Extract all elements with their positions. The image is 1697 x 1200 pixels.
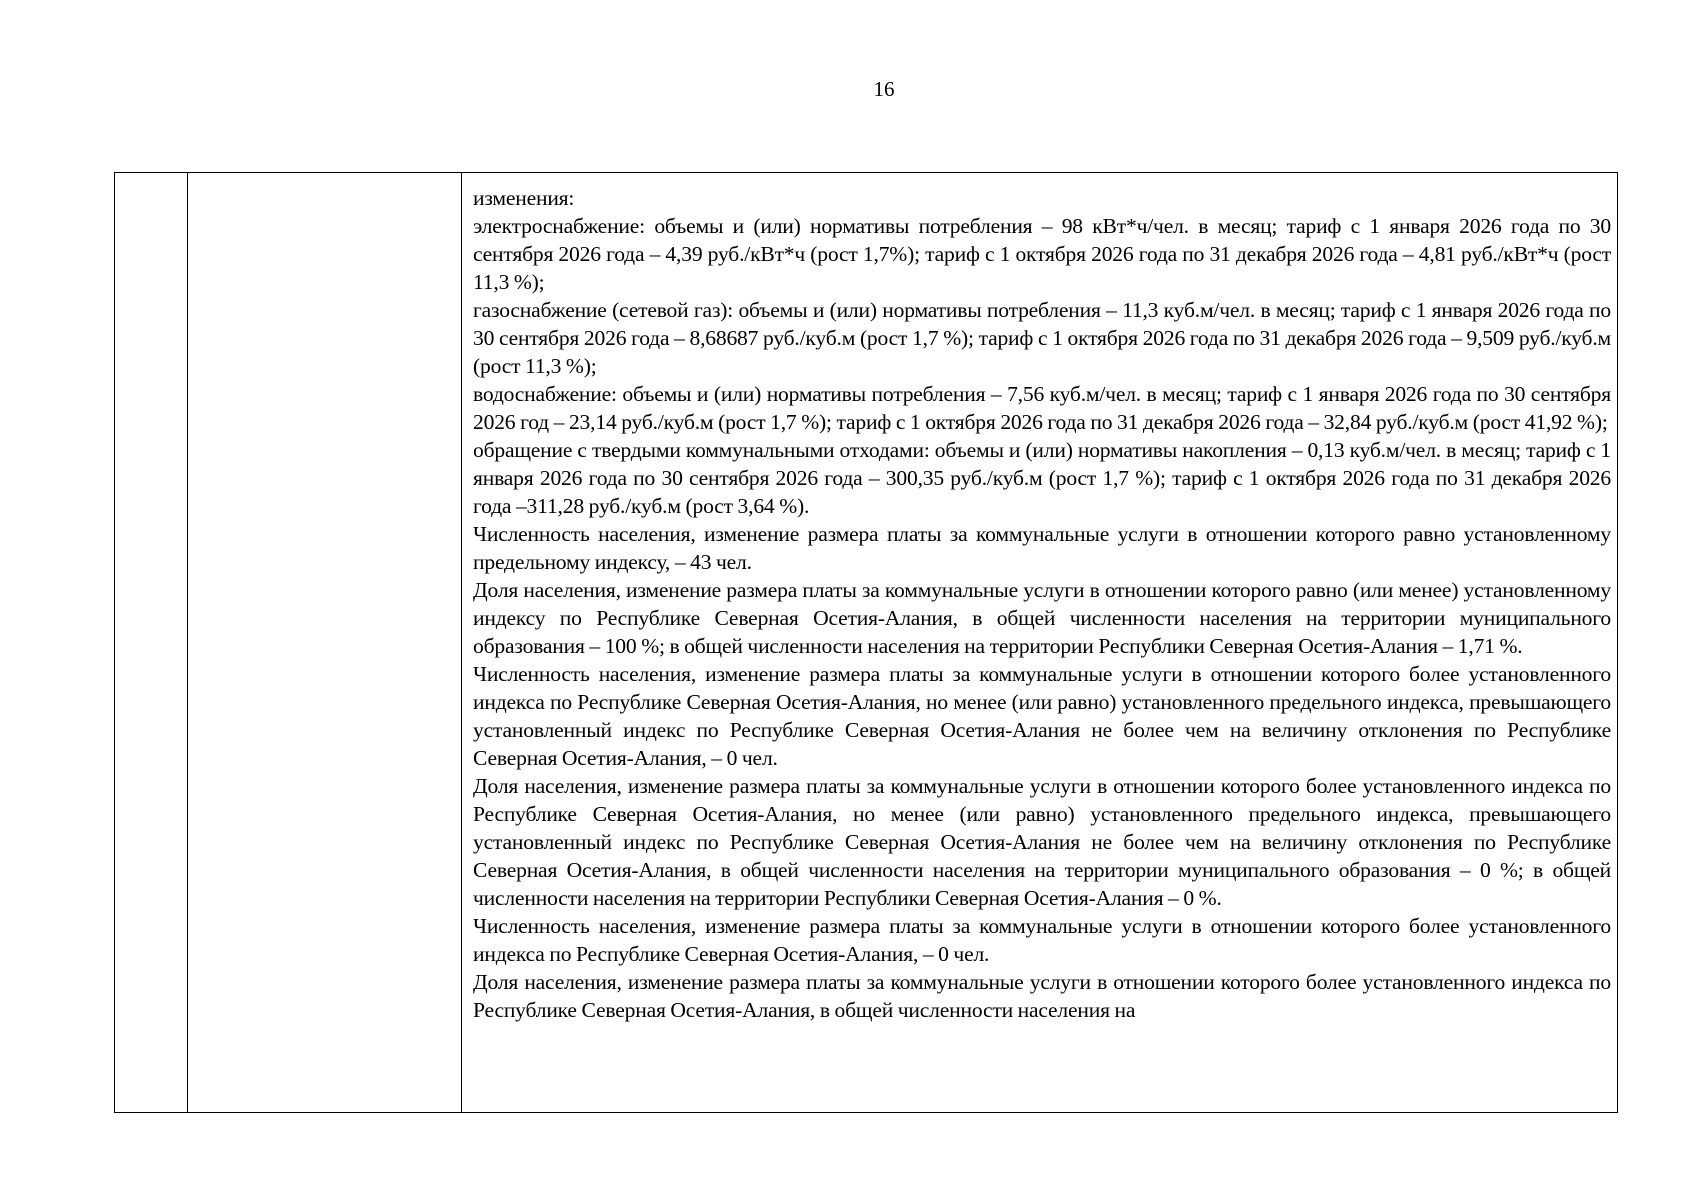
paragraph-gas: газоснабжение (сетевой газ): объемы и (или) нормативы потребления – 11,3 куб.м/чел. в месяц; тариф с 1 января 2026 года по 30 сентября 2026 года – 8,68687 руб./куб.м (рост 1,7 %); тариф с 1 октября 2026 года по 31 декабря 2026 года – 9,509 руб./куб.м (рост 11,3 %); [473,298,1611,378]
table-cell-name [188,173,462,1113]
paragraph-population-equal-index: Численность населения, изменение размера платы за коммунальные услуги в отношении которого равно установленному предельному индексу, – 43 чел. [473,522,1611,574]
table-cell-number [115,173,188,1113]
paragraph-share-equal-index: Доля населения, изменение размера платы за коммунальные услуги в отношении которого равно (или менее) установленному индексу по Республике Северная Осетия-Алания, в общей численности населения на территории муниципального образования – 100 %; в общей численности населения на территории Республики Северная Осетия-Алания – 1,71 %. [473,578,1611,658]
cell-text-block [462,173,1617,1024]
page-number: 16 [873,77,895,101]
table-cell-description [462,173,1618,1113]
table-row [115,173,1618,1113]
paragraph-changes-heading: изменения: [473,186,575,210]
paragraph-share-above-index: Доля населения, изменение размера платы за коммунальные услуги в отношении которого более установленного индекса по Республике Северная Осетия-Алания, в общей численности населения на [473,970,1611,1022]
paragraph-electricity: электроснабжение: объемы и (или) нормативы потребления – 98 кВт*ч/чел. в месяц; тариф с 1 января 2026 года по 30 сентября 2026 года – 4,39 руб./кВт*ч (рост 1,7%); тариф с 1 октября 2026 года по 31 декабря 2026 года – 4,81 руб./кВт*ч (рост 11,3 %); [473,214,1611,294]
paragraph-share-within-deviation: Доля населения, изменение размера платы за коммунальные услуги в отношении которого более установленного индекса по Республике Северная Осетия-Алания, но менее (или равно) установленного предельного индекса, превышающего установленный индекс по Республике Северная Осетия-Алания не более чем на величину отклонения по Республике Северная Осетия-Алания, в общей численности населения на территории муниципального образования – 0 %; в общей численности населения на территории Республики Северная Осетия-Алания – 0 %. [473,774,1611,910]
paragraph-population-within-deviation: Численность населения, изменение размера платы за коммунальные услуги в отношении которого более установленного индекса по Республике Северная Осетия-Алания, но менее (или равно) установленного предельного индекса, превышающего установленный индекс по Республике Северная Осетия-Алания не более чем на величину отклонения по Республике Северная Осетия-Алания, – 0 чел. [473,662,1611,770]
paragraph-solid-waste: обращение с твердыми коммунальными отходами: объемы и (или) нормативы накопления – 0,13 куб.м/чел. в месяц; тариф с 1 января 2026 года по 30 сентября 2026 года – 300,35 руб./куб.м (рост 1,7 %); тариф с 1 октября 2026 года по 31 декабря 2026 года –311,28 руб./куб.м (рост 3,64 %). [473,438,1611,518]
document-table [114,172,1618,1113]
paragraph-population-above-index: Численность населения, изменение размера платы за коммунальные услуги в отношении которого более установленного индекса по Республике Северная Осетия-Алания, – 0 чел. [473,914,1611,966]
paragraph-water: водоснабжение: объемы и (или) нормативы потребления – 7,56 куб.м/чел. в месяц; тариф с 1 января 2026 года по 30 сентября 2026 год – 23,14 руб./куб.м (рост 1,7 %); тариф с 1 октября 2026 года по 31 декабря 2026 года – 32,84 руб./куб.м (рост 41,92 %); [473,382,1611,434]
